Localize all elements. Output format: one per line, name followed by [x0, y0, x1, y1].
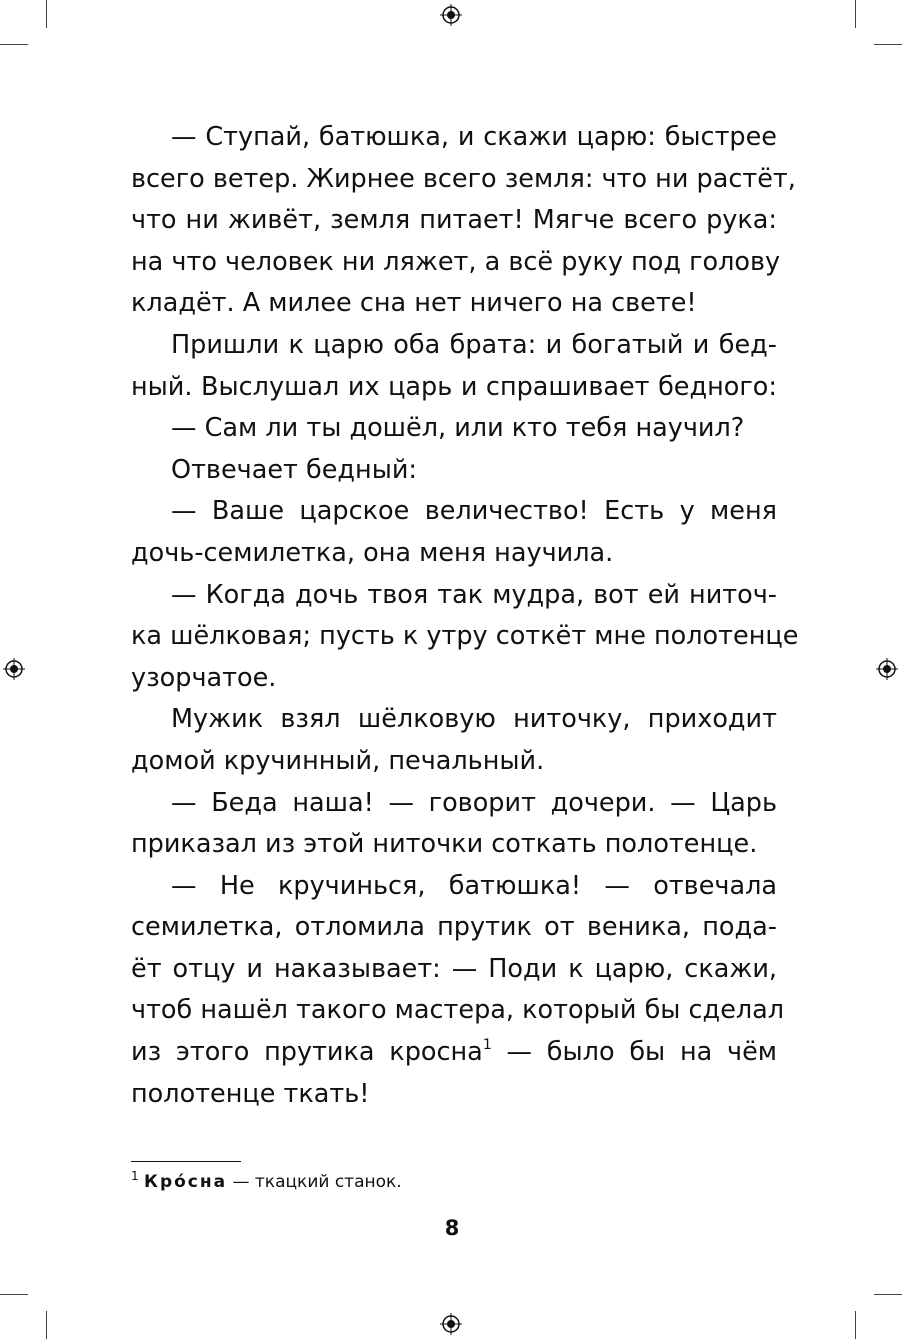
- text-line: что ни живёт, земля питает! Мягче всего рука:: [131, 205, 777, 236]
- crop-mark: [46, 0, 47, 28]
- footnote-divider: [131, 1161, 241, 1162]
- text-segment: — было бы на чём: [506, 1037, 778, 1068]
- text-line: — Ступай, батюшка, и скажи царю: быстрее: [171, 122, 777, 152]
- crop-mark: [0, 1294, 28, 1295]
- text-line: — Ваше царское величество! Есть у меня: [171, 496, 777, 527]
- text-line: — Когда дочь твоя так мудра, вот ей ниточ-: [171, 579, 777, 610]
- text-line: Мужик взял шёлковую ниточку, приходит: [171, 704, 777, 735]
- page-number: 8: [444, 1216, 460, 1240]
- text-line: ёт отцу и наказывает: — Поди к царю, скажи,: [131, 953, 777, 984]
- text-line: — Беда наша! — говорит дочери. — Царь: [171, 787, 777, 818]
- text-line: Отвечает бедный:: [171, 454, 417, 485]
- footnote-marker: 1: [131, 1169, 139, 1183]
- text-line: кладёт. А милее сна нет ничего на свете!: [131, 288, 697, 319]
- text-line: узорчатое.: [131, 662, 277, 693]
- text-line: полотенце ткать!: [131, 1078, 370, 1109]
- footnote: [131, 1170, 402, 1194]
- text-line: на что человек ни ляжет, а всё руку под голову: [131, 246, 781, 277]
- footnote-text: — ткацкий станок.: [227, 1172, 402, 1192]
- registration-mark-icon: [876, 658, 898, 680]
- text-line: приказал из этой ниточки соткать полотенце.: [131, 829, 758, 860]
- text-line-with-footnote: [131, 1032, 777, 1074]
- registration-mark-icon: [3, 658, 25, 680]
- registration-mark-icon: [440, 4, 462, 26]
- crop-mark: [874, 1294, 902, 1295]
- registration-mark-icon: [440, 1313, 462, 1335]
- crop-mark: [874, 44, 902, 45]
- text-line: дочь-семилетка, она меня научила.: [131, 537, 614, 568]
- crop-mark: [0, 44, 28, 45]
- text-line: Пришли к царю оба брата: и богатый и бед-: [171, 329, 777, 360]
- text-line: всего ветер. Жирнее всего земля: что ни растёт,: [131, 163, 796, 194]
- crop-mark: [46, 1311, 47, 1339]
- footnote-term: Кро́сна: [144, 1172, 228, 1192]
- crop-mark: [855, 1311, 856, 1339]
- text-line: чтоб нашёл такого мастера, который бы сделал: [131, 995, 785, 1026]
- text-line: семилетка, отломила прутик от веника, пода-: [131, 912, 777, 943]
- crop-mark: [855, 0, 856, 28]
- text-line: — Не кручинься, батюшка! — отвечала: [171, 870, 777, 901]
- text-line: ный. Выслушал их царь и спрашивает бедного:: [131, 371, 777, 402]
- footnote-reference: 1: [482, 1037, 492, 1054]
- text-segment: из этого прутика кросна: [131, 1037, 483, 1068]
- text-line: домой кручинный, печальный.: [131, 745, 545, 776]
- page-body-text: [131, 117, 799, 1115]
- text-line: ка шёлковая; пусть к утру соткёт мне полотенце: [131, 621, 799, 652]
- text-line: — Сам ли ты дошёл, или кто тебя научил?: [171, 413, 745, 444]
